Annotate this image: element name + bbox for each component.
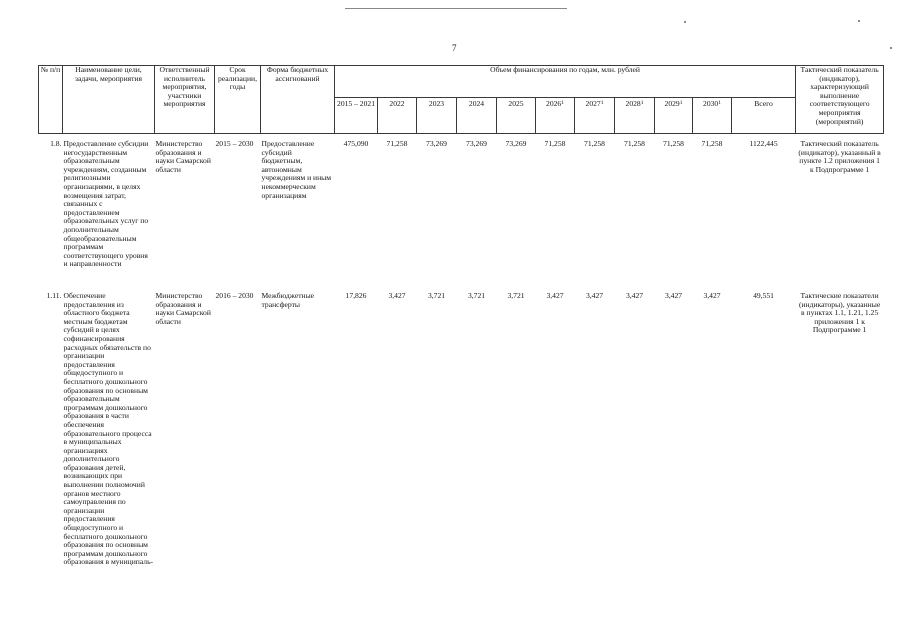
year-label: 2024: [468, 99, 485, 108]
value-cell: 73,269: [466, 140, 487, 148]
value-cell: 3,427: [625, 292, 644, 300]
header-row: [39, 66, 884, 98]
header-period: Срок реализации, годы: [215, 66, 261, 134]
year-label: 2015 – 2021: [337, 99, 375, 108]
row-name: Предоставление субсидии негосударственным образовательным учреждениям, созданным религиозными организациями, в целях возмещения затрат, связанных с предоставлением образовательных услуг по дополнительным общеобразовательным программам соответствующего уровня и направленности: [63, 140, 149, 269]
table-row: [39, 292, 884, 632]
value-cell: 71,258: [544, 140, 566, 148]
row-number: 1.11.: [46, 292, 62, 300]
header-year: [575, 98, 615, 134]
value-cell: 475,090: [343, 140, 369, 148]
scan-top-rule: [345, 8, 567, 9]
year-note: 1: [561, 100, 564, 106]
value-cell: 3,427: [585, 292, 604, 300]
financing-table: [38, 65, 884, 632]
header-name: Наименование цели, задачи, мероприятия: [63, 66, 155, 134]
header-year: [497, 98, 536, 134]
year-note: 1: [679, 100, 683, 106]
value-cell: 71,258: [624, 140, 645, 148]
header-funding: Объем финансирования по годам, млн. рублей: [335, 66, 796, 98]
row-name: Обеспечение предоставления из областного бюджета местным бюджетам субсидий в целях софинансирования расходных обязательств по организации предоставления общедоступного и бесплатного дошкольного образования по основным образовательным программам дошкольного образования в части обеспечения образовательного процесса в муниципальных организациях дополнительного образования детей, возникающих при выполнении полномочий органов местного самоуправления по организации предоставления общедоступного и бесплатного дошкольного образования по основным программам дошкольного образования в муниципаль-: [63, 292, 154, 567]
scan-speck: [684, 21, 686, 23]
header-no: № п/п: [39, 66, 63, 134]
header-year: [615, 98, 655, 134]
page-number: 7: [452, 43, 457, 53]
value-cell: 71,258: [663, 140, 684, 148]
value-cell: 3,721: [467, 292, 486, 300]
header-year: [536, 98, 575, 134]
scan-speck: [858, 20, 860, 22]
header-executor: Ответственный исполнитель мероприятия, участники мероприятия: [155, 66, 215, 134]
year-label: 2027: [585, 99, 601, 108]
value-cell: 17,826: [345, 292, 367, 300]
value-cell: 3,427: [388, 292, 406, 300]
row-period: 2016 – 2030: [215, 292, 254, 300]
value-total-cell: 49,551: [753, 292, 774, 300]
header-year: [693, 98, 732, 134]
year-label: 2030: [703, 99, 719, 108]
year-label: 2023: [428, 99, 445, 108]
value-cell: 3,427: [703, 292, 721, 300]
header-year: [655, 98, 693, 134]
value-cell: 3,721: [507, 292, 525, 300]
row-executor: Министерство образования и науки Самарской области: [155, 140, 211, 174]
scan-speck: [890, 47, 892, 49]
row-form: Предоставление субсидий бюджетным, автономным учреждениям и иным некоммерческим организациям: [261, 140, 332, 200]
header-year: [457, 98, 497, 134]
value-total-cell: 1122,445: [749, 140, 778, 148]
year-label: 2026: [546, 99, 562, 108]
year-label: 2028: [625, 99, 641, 108]
header-year: [335, 98, 378, 134]
year-label: 2029: [664, 99, 680, 108]
row-number: 1.8.: [50, 140, 62, 148]
row-executor: Министерство образования и науки Самарской области: [155, 292, 211, 326]
header-indicator: Тактический показатель (индикатор), характеризующий выполнение соответствующего мероприятия (мероприятий): [796, 66, 884, 134]
header-year: [378, 98, 417, 134]
row-indicator: Тактический показатель (индикатор), указанный в пункте 1.2 приложения 1 к Подпрограмме 1: [798, 140, 881, 174]
table-row: [39, 140, 884, 292]
header-year: [417, 98, 457, 134]
year-note: 1: [600, 100, 604, 106]
year-note: 1: [640, 100, 644, 106]
value-cell: 71,258: [386, 140, 408, 148]
row-indicator: Тактические показатели (индикаторы), указанные в пунктах 1.1, 1.21, 1.25 приложения 1 к Подпрограмме 1: [798, 292, 881, 335]
value-cell: 71,258: [701, 140, 723, 148]
value-cell: 3,721: [427, 292, 446, 300]
year-note: 1: [718, 100, 721, 106]
header-form: Форма бюджетных ассигнований: [261, 66, 335, 134]
year-label: Всего: [754, 99, 773, 108]
value-cell: 73,269: [426, 140, 447, 148]
value-cell: 73,269: [505, 140, 527, 148]
row-period: 2015 – 2030: [215, 140, 254, 148]
header-year-total: [732, 98, 796, 134]
row-form: Межбюджетные трансферты: [261, 292, 315, 309]
value-cell: 3,427: [664, 292, 683, 300]
year-label: 2025: [508, 99, 524, 108]
value-cell: 71,258: [584, 140, 605, 148]
year-label: 2022: [389, 99, 405, 108]
value-cell: 3,427: [546, 292, 564, 300]
